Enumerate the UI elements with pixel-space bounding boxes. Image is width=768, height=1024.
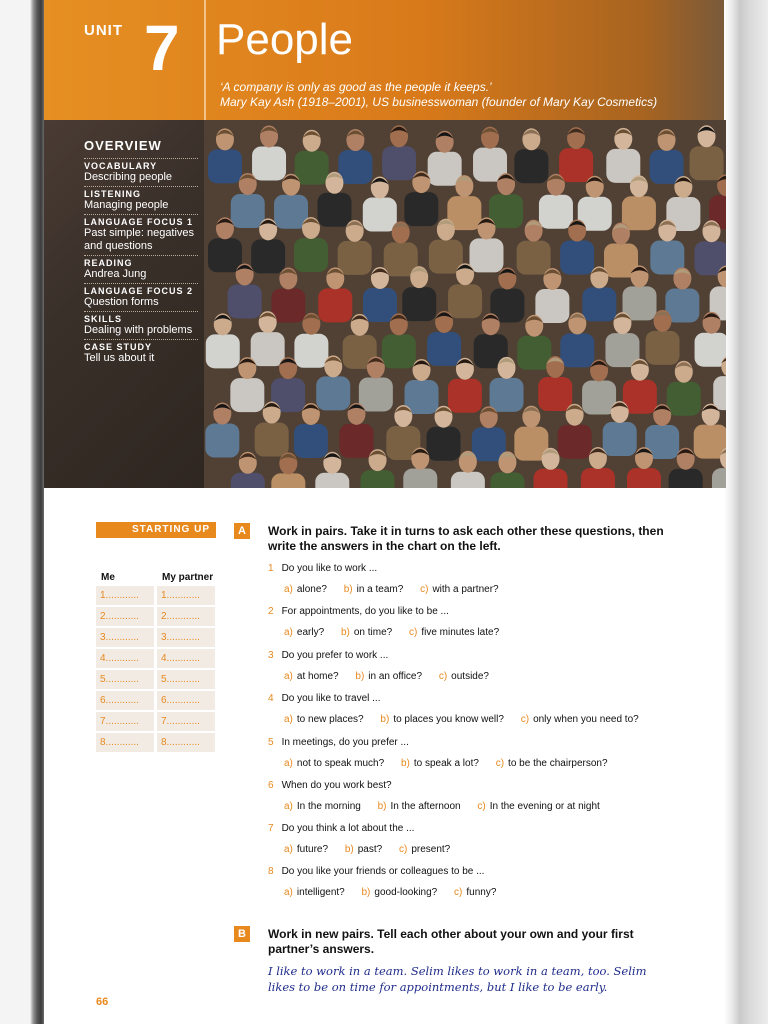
option bbox=[284, 887, 345, 898]
crowd-photo-illustration bbox=[204, 120, 726, 488]
option-letter: b) bbox=[344, 844, 354, 855]
header-divider bbox=[204, 0, 206, 120]
option-letter: b) bbox=[400, 758, 410, 769]
overview-category: CASE STUDY bbox=[84, 342, 153, 352]
overview-category: READING bbox=[84, 258, 133, 268]
overview-item bbox=[84, 158, 198, 184]
answer-chart-header bbox=[96, 568, 218, 586]
option-letter: a) bbox=[284, 671, 293, 682]
overview-category: VOCABULARY bbox=[84, 161, 158, 171]
question-7-options bbox=[284, 844, 464, 855]
overview-category: LANGUAGE FOCUS 1 bbox=[84, 217, 194, 227]
option-letter: a) bbox=[284, 758, 293, 769]
option bbox=[454, 887, 496, 898]
option-text: at home? bbox=[296, 671, 339, 682]
option-letter: b) bbox=[340, 627, 350, 638]
question-number: 5 bbox=[268, 737, 274, 748]
question-2-options bbox=[284, 627, 513, 638]
chart-cell-me: 3............ bbox=[96, 628, 154, 647]
option bbox=[284, 671, 339, 682]
question-number: 3 bbox=[268, 650, 274, 661]
crowd-photo bbox=[204, 120, 726, 488]
option-text: past? bbox=[357, 844, 383, 855]
option-letter: c) bbox=[420, 584, 429, 595]
chart-cell-me: 5............ bbox=[96, 670, 154, 689]
chart-col-me: Me bbox=[101, 571, 115, 583]
chart-row bbox=[96, 712, 218, 731]
option-letter: c) bbox=[520, 714, 530, 725]
question-number: 2 bbox=[268, 606, 274, 617]
option bbox=[420, 584, 499, 595]
option-letter: c) bbox=[398, 844, 408, 855]
option-text: not to speak much? bbox=[296, 758, 385, 769]
question-2 bbox=[268, 606, 449, 617]
question-number: 8 bbox=[268, 866, 274, 877]
chart-row bbox=[96, 691, 218, 710]
option-text: future? bbox=[296, 844, 329, 855]
chart-row bbox=[96, 607, 218, 626]
option-letter: b) bbox=[377, 801, 387, 812]
option bbox=[409, 627, 499, 638]
question-8 bbox=[268, 866, 484, 877]
question-3 bbox=[268, 650, 388, 661]
option bbox=[477, 801, 599, 812]
option-text: to places you know well? bbox=[393, 714, 504, 725]
question-text: Do you like to work ... bbox=[281, 563, 378, 574]
overview-category: SKILLS bbox=[84, 314, 123, 324]
option-letter: b) bbox=[380, 714, 390, 725]
question-text: Do you think a lot about the ... bbox=[281, 823, 415, 834]
question-7 bbox=[268, 823, 414, 834]
overview-item bbox=[84, 255, 198, 281]
chart-row bbox=[96, 649, 218, 668]
option-text: five minutes late? bbox=[421, 627, 500, 638]
question-5 bbox=[268, 737, 409, 748]
chart-cell-me: 8............ bbox=[96, 733, 154, 752]
scan-edge-right bbox=[724, 0, 768, 1024]
option-text: In the morning bbox=[296, 801, 361, 812]
option-letter: a) bbox=[284, 627, 293, 638]
chart-cell-partner: 4............ bbox=[157, 649, 215, 668]
question-1 bbox=[268, 563, 377, 574]
overview-category: LISTENING bbox=[84, 189, 142, 199]
option bbox=[284, 758, 384, 769]
unit-quote bbox=[220, 80, 657, 110]
question-text: For appointments, do you like to be ... bbox=[281, 606, 449, 617]
option-letter: a) bbox=[284, 844, 293, 855]
section-b-instructions: Work in new pairs. Tell each other about your own and your first partner’s answers. bbox=[268, 927, 634, 956]
chart-row bbox=[96, 628, 218, 647]
question-text: In meetings, do you prefer ... bbox=[281, 737, 409, 748]
option bbox=[521, 714, 639, 725]
option-text: intelligent? bbox=[296, 887, 345, 898]
chart-cell-partner: 1............ bbox=[157, 586, 215, 605]
chart-cell-me: 1............ bbox=[96, 586, 154, 605]
option-letter: a) bbox=[284, 887, 293, 898]
option bbox=[344, 584, 404, 595]
overview-item bbox=[84, 214, 198, 253]
option-letter: b) bbox=[343, 584, 353, 595]
section-a-badge: A bbox=[234, 523, 250, 539]
question-text: When do you work best? bbox=[281, 780, 392, 791]
chart-row bbox=[96, 733, 218, 752]
overview-topic: Managing people bbox=[84, 199, 169, 211]
option-letter: a) bbox=[284, 801, 293, 812]
option-text: with a partner? bbox=[432, 584, 499, 595]
question-4 bbox=[268, 693, 381, 704]
question-6 bbox=[268, 780, 392, 791]
overview-topic: Question forms bbox=[84, 296, 159, 308]
unit-header bbox=[44, 0, 724, 120]
overview-category: LANGUAGE FOCUS 2 bbox=[84, 286, 194, 296]
question-4-options bbox=[284, 714, 653, 725]
option bbox=[378, 801, 461, 812]
option bbox=[496, 758, 608, 769]
unit-number: 7 bbox=[144, 12, 180, 84]
overview-panel bbox=[44, 120, 204, 488]
unit-title: People bbox=[216, 15, 354, 64]
question-text: Do you prefer to work ... bbox=[281, 650, 389, 661]
option-text: early? bbox=[296, 627, 325, 638]
overview-topic: Dealing with problems bbox=[84, 324, 193, 336]
answer-chart bbox=[96, 568, 218, 754]
option bbox=[284, 714, 364, 725]
question-number: 6 bbox=[268, 780, 274, 791]
overview-item bbox=[84, 311, 198, 337]
quote-attribution: Mary Kay Ash (1918–2001), US businesswoman (founder of Mary Kay Cosmetics) bbox=[220, 95, 658, 109]
option-text: good-looking? bbox=[374, 887, 438, 898]
chart-cell-partner: 6............ bbox=[157, 691, 215, 710]
option bbox=[401, 758, 479, 769]
chart-cell-me: 6............ bbox=[96, 691, 154, 710]
option-text: In the afternoon bbox=[390, 801, 461, 812]
question-8-options bbox=[284, 887, 510, 898]
option-text: funny? bbox=[466, 887, 497, 898]
option-letter: c) bbox=[477, 801, 486, 812]
option bbox=[345, 844, 382, 855]
option-text: to speak a lot? bbox=[413, 758, 479, 769]
example-answer: I like to work in a team. Selim likes to work in a team, too. Selim likes to be on time for appointments, but I like to be early. bbox=[268, 964, 647, 994]
option-text: to new places? bbox=[296, 714, 364, 725]
option bbox=[284, 844, 328, 855]
overview-title: OVERVIEW bbox=[84, 138, 162, 153]
chart-row bbox=[96, 670, 218, 689]
overview-topic: Describing people bbox=[84, 171, 173, 183]
option-text: in a team? bbox=[356, 584, 404, 595]
chart-cell-partner: 7............ bbox=[157, 712, 215, 731]
option-text: on time? bbox=[353, 627, 393, 638]
option bbox=[284, 584, 327, 595]
chart-cell-me: 2............ bbox=[96, 607, 154, 626]
option-text: only when you need to? bbox=[533, 714, 639, 725]
option-letter: c) bbox=[495, 758, 505, 769]
chart-cell-partner: 8............ bbox=[157, 733, 215, 752]
unit-label: UNIT bbox=[84, 22, 123, 39]
option bbox=[341, 627, 392, 638]
chart-col-partner: My partner bbox=[162, 571, 214, 583]
question-number: 1 bbox=[268, 563, 274, 574]
question-text: Do you like to travel ... bbox=[281, 693, 381, 704]
option bbox=[284, 801, 361, 812]
option-letter: a) bbox=[284, 714, 293, 725]
question-3-options bbox=[284, 671, 503, 682]
option-letter: b) bbox=[355, 671, 365, 682]
page-number: 66 bbox=[96, 996, 109, 1008]
option bbox=[399, 844, 450, 855]
section-b-badge: B bbox=[234, 926, 250, 942]
option-letter: b) bbox=[361, 887, 371, 898]
chart-cell-partner: 2............ bbox=[157, 607, 215, 626]
scan-edge-left bbox=[0, 0, 44, 1024]
option-text: in an office? bbox=[368, 671, 423, 682]
question-text: Do you like your friends or colleagues to be ... bbox=[281, 866, 485, 877]
overview-topic: Past simple: negatives and questions bbox=[84, 227, 195, 252]
option bbox=[362, 887, 438, 898]
question-number: 7 bbox=[268, 823, 274, 834]
option bbox=[284, 627, 324, 638]
overview-list bbox=[84, 158, 198, 367]
option-letter: c) bbox=[408, 627, 418, 638]
option bbox=[380, 714, 504, 725]
chart-row bbox=[96, 586, 218, 605]
option bbox=[439, 671, 489, 682]
chart-cell-me: 4............ bbox=[96, 649, 154, 668]
option-text: outside? bbox=[451, 671, 489, 682]
overview-topic: Tell us about it bbox=[84, 352, 155, 364]
quote-text: ‘A company is only as good as the people it keeps.’ bbox=[220, 80, 492, 94]
option-letter: c) bbox=[454, 887, 463, 898]
overview-item bbox=[84, 186, 198, 212]
overview-item bbox=[84, 283, 198, 309]
question-6-options bbox=[284, 801, 614, 812]
option-letter: c) bbox=[438, 671, 448, 682]
option-text: alone? bbox=[296, 584, 327, 595]
question-5-options bbox=[284, 758, 622, 769]
chart-cell-partner: 3............ bbox=[157, 628, 215, 647]
chart-cell-partner: 5............ bbox=[157, 670, 215, 689]
option-letter: a) bbox=[284, 584, 293, 595]
starting-up-label: STARTING UP bbox=[96, 522, 216, 538]
overview-item bbox=[84, 339, 198, 365]
question-1-options bbox=[284, 584, 513, 595]
overview-topic: Andrea Jung bbox=[84, 268, 147, 280]
section-a-instructions: Work in pairs. Take it in turns to ask each other these questions, then write the answers in the chart on the left. bbox=[268, 524, 664, 553]
option-text: In the evening or at night bbox=[489, 801, 600, 812]
option-text: to be the chairperson? bbox=[508, 758, 608, 769]
option-text: present? bbox=[411, 844, 451, 855]
question-number: 4 bbox=[268, 693, 274, 704]
chart-cell-me: 7............ bbox=[96, 712, 154, 731]
option bbox=[355, 671, 422, 682]
